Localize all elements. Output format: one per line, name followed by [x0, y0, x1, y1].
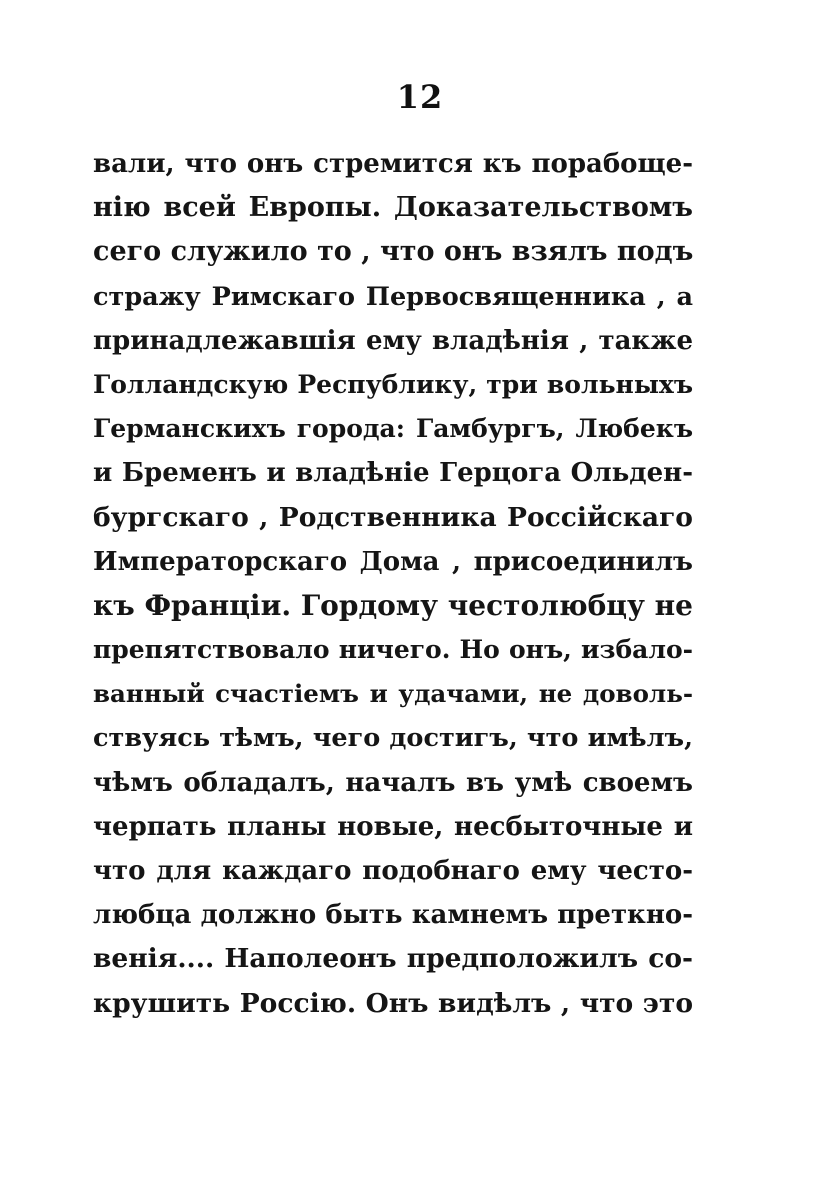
- text-line: нію всей Европы. Доказательствомъ: [93, 192, 693, 224]
- text-line: Голландскую Республику, три вольныхъ: [93, 369, 693, 399]
- text-line: принадлежавшія ему владѣнія , также: [93, 325, 693, 356]
- text-line: и Бременъ и владѣніе Герцога Ольден-: [93, 458, 693, 489]
- text-line: Императорскаго Дома , присоединилъ: [93, 546, 693, 577]
- body-text: [93, 142, 693, 1026]
- text-line: сего служило то , что онъ взялъ подъ: [93, 236, 693, 268]
- text-line: къ Франціи. Гордому честолюбцу не: [93, 588, 693, 622]
- text-line: препятствовало ничего. Но онъ, избало-: [93, 635, 693, 665]
- text-line: Германскихъ города: Гамбургъ, Любекъ: [93, 414, 693, 444]
- text-line: ствуясь тѣмъ, чего достигъ, что имѣлъ,: [93, 723, 693, 754]
- page-number: 12: [396, 78, 444, 116]
- text-line: черпать планы новые, несбыточные и: [93, 811, 693, 842]
- text-line: венія.... Наполеонъ предположилъ со-: [93, 943, 693, 975]
- text-line: крушить Россію. Онъ видѣлъ , что это: [93, 987, 693, 1019]
- text-line: что для каждаго подобнаго ему често-: [93, 856, 693, 886]
- text-line: бургскаго , Родственника Россійскаго: [93, 501, 693, 533]
- text-line: чѣмъ обладалъ, началъ въ умѣ своемъ: [93, 767, 693, 798]
- text-line: стражу Римскаго Первосвященника , а: [93, 281, 693, 312]
- text-line: любца должно быть камнемъ преткно-: [93, 900, 693, 931]
- text-line: вали, что онъ стремится къ порабоще-: [93, 149, 693, 179]
- text-line: ванный счастіемъ и удачами, не доволь-: [93, 679, 693, 709]
